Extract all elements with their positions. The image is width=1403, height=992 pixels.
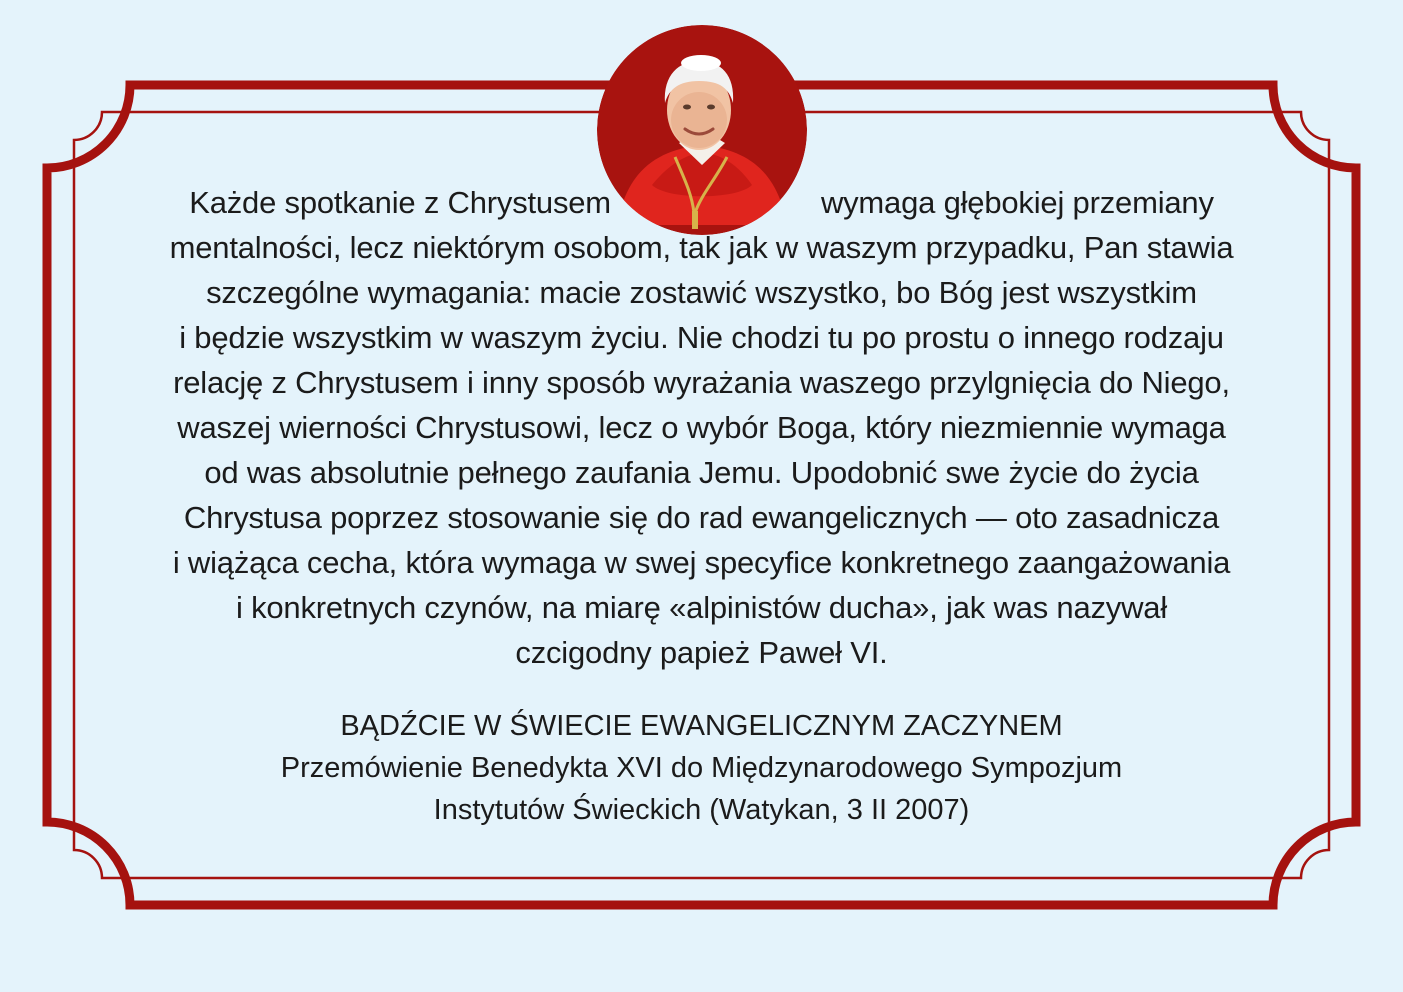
quote-line: waszej wierności Chrystusowi, lecz o wybór Boga, który niezmiennie wymaga bbox=[177, 410, 1226, 445]
source-citation bbox=[70, 705, 1333, 831]
quote-line: i będzie wszystkim w waszym życiu. Nie chodzi tu po prostu o innego rodzaju bbox=[179, 320, 1224, 355]
quote-line: od was absolutnie pełnego zaufania Jemu. Upodobnić swe życie do życia bbox=[204, 455, 1199, 490]
quote-line-1-left: Każde spotkanie z Chrystusem bbox=[189, 185, 611, 220]
quote-line: i wiążąca cecha, która wymaga w swej specyfice konkretnego zaangażowania bbox=[172, 545, 1231, 580]
quote-line: Chrystusa poprzez stosowanie się do rad ewangelicznych — oto zasadnicza bbox=[183, 500, 1220, 535]
source-line-3: Instytutów Świeckich (Watykan, 3 II 2007) bbox=[433, 794, 970, 826]
quote-line: mentalności, lecz niektórym osobom, tak jak w waszym przypadku, Pan stawia bbox=[169, 230, 1234, 265]
quote-line: czcigodny papież Paweł VI. bbox=[515, 635, 888, 670]
source-title: BĄDŹCIE W ŚWIECIE EWANGELICZNYM ZACZYNEM bbox=[340, 710, 1063, 742]
quote-line: szczególne wymagania: macie zostawić wszystko, bo Bóg jest wszystkim bbox=[206, 275, 1197, 310]
quote-text bbox=[70, 180, 1333, 675]
quote-line: i konkretnych czynów, na miarę «alpinistów ducha», jak was nazywał bbox=[235, 590, 1168, 625]
quote-line: relację z Chrystusem i inny sposób wyrażania waszego przylgnięcia do Niego, bbox=[173, 365, 1230, 400]
source-line-2: Przemówienie Benedykta XVI do Międzynarodowego Sympozjum bbox=[280, 752, 1123, 784]
quote-line-1-right: wymaga głębokiej przemiany bbox=[820, 185, 1214, 220]
quote-line-1 bbox=[70, 180, 1333, 225]
